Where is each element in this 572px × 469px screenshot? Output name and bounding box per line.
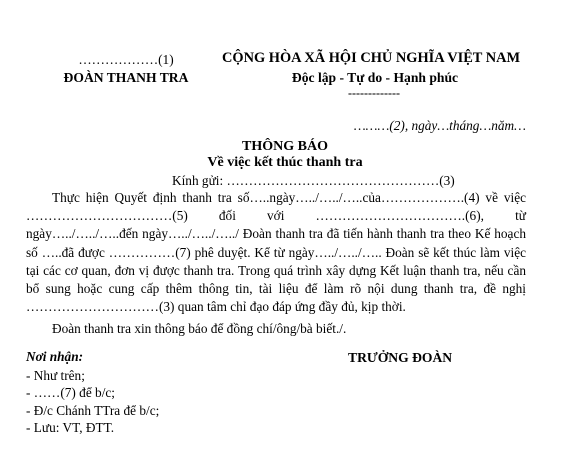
recipient-line: Kính gửi: …………………………………………(3) [172,173,455,188]
closing-paragraph: Đoàn thanh tra xin thông báo để đồng chí/ông/bà biết./. [52,321,347,336]
document-title: THÔNG BÁO [242,139,328,154]
recipient-list-item: - Như trên; [26,368,85,383]
recipients-label: Nơi nhận: [26,349,84,364]
recipient-list-item: - ……(7) để b/c; [26,385,115,400]
recipient-list-item: - Đ/c Chánh TTra để b/c; [26,403,160,418]
national-motto: Độc lập - Tự do - Hạnh phúc [291,70,459,85]
national-title: CỘNG HÒA XÃ HỘI CHỦ NGHĨA VIỆT NAM [222,50,521,66]
motto-underline: ------------- [348,86,400,100]
recipient-list-item: - Lưu: VT, ĐTT. [26,420,115,435]
place-date-line: ………(2), ngày…tháng…năm… [353,118,526,133]
issuing-org-reference: ………………(1) [78,52,174,67]
body-paragraph: Thực hiện Quyết định thanh tra số…..ngày…../…../…..của……………….(4) về việc ……………………………(5) đối với …………………………….(6), từ ngày…../…../…..đến ngày…../…../…../ Đoàn thanh tra đã tiến hành thanh tra theo Kế hoạch số …..đã được ……………(7) phê duyệt. Kể từ ngày…../…../….. Đoàn sẽ kết thúc làm việc tại các cơ quan, đơn vị được thanh tra. Trong quá trình xây dựng Kết luận thanh tra, nếu cần bổ sung hoặc cung cấp thêm thông tin, tài liệu để làm rõ nội dung thanh tra, đề nghị …………………………(3) quan tâm chỉ đạo đáp ứng đầy đủ, kịp thời. [26,190,526,315]
signer-title: TRƯỞNG ĐOÀN [348,350,453,365]
document-subtitle: Về việc kết thúc thanh tra [207,155,363,170]
issuing-org-name: ĐOÀN THANH TRA [63,70,189,85]
